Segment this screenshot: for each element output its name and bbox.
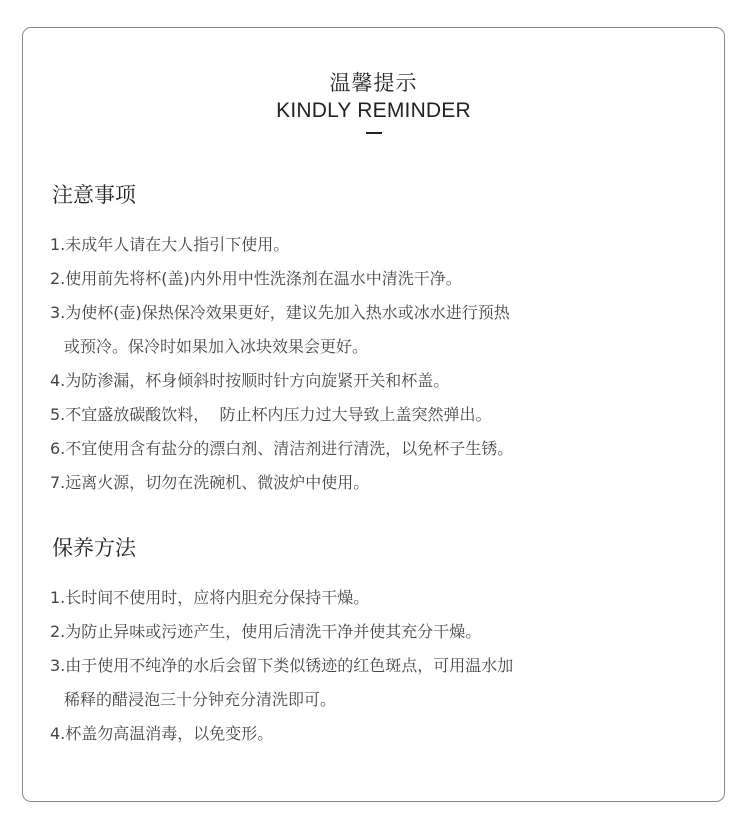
precautions-section [50,182,670,500]
list-item-text: 1.未成年人请在大人指引下使用。 [50,235,290,254]
title-divider [366,132,382,134]
list-item [50,432,670,466]
list-item-text: 4.为防渗漏，杯身倾斜时按顺时针方向旋紧开关和杯盖。 [50,371,450,390]
list-item [50,398,670,432]
section-title-precautions: 注意事项 [52,183,136,207]
title-english: KINDLY REMINDER [276,99,471,122]
list-item-text: 6.不宜使用含有盐分的漂白剂、清洁剂进行清洗，以免杯子生锈。 [50,439,514,458]
list-item [50,581,670,615]
list-item-text: 3.为使杯(壶)保热保冷效果更好，建议先加入热水或冰水进行预热 [50,303,510,322]
list-item-text: 7.远离火源，切勿在洗碗机、微波炉中使用。 [50,473,370,492]
list-item-text: 3.由于使用不纯净的水后会留下类似锈迹的红色斑点，可用温水加 [50,656,514,675]
list-item [50,615,670,649]
title-chinese: 温馨提示 [329,71,418,95]
list-item [50,296,670,364]
list-item [50,466,670,500]
section-title-maintenance: 保养方法 [52,536,136,560]
list-item [50,228,670,262]
list-item-text: 2.为防止异味或污迹产生，使用后清洗干净并使其充分干燥。 [50,622,482,641]
maintenance-section [50,535,670,751]
list-item-text: 5.不宜盛放碳酸饮料， 防止杯内压力过大导致上盖突然弹出。 [50,405,492,424]
list-item-text: 2.使用前先将杯(盖)内外用中性洗涤剂在温水中清洗干净。 [50,269,462,288]
list-item [50,262,670,296]
list-item-continuation: 或预冷。保冷时如果加入冰块效果会更好。 [64,337,369,356]
heading-block [23,70,724,134]
list-item [50,649,670,717]
list-item-text: 1.长时间不使用时，应将内胆充分保持干燥。 [50,588,370,607]
list-item [50,364,670,398]
list-item-continuation: 稀释的醋浸泡三十分钟充分清洗即可。 [64,690,337,709]
list-item [50,717,670,751]
list-item-text: 4.杯盖勿高温消毒，以免变形。 [50,724,274,743]
